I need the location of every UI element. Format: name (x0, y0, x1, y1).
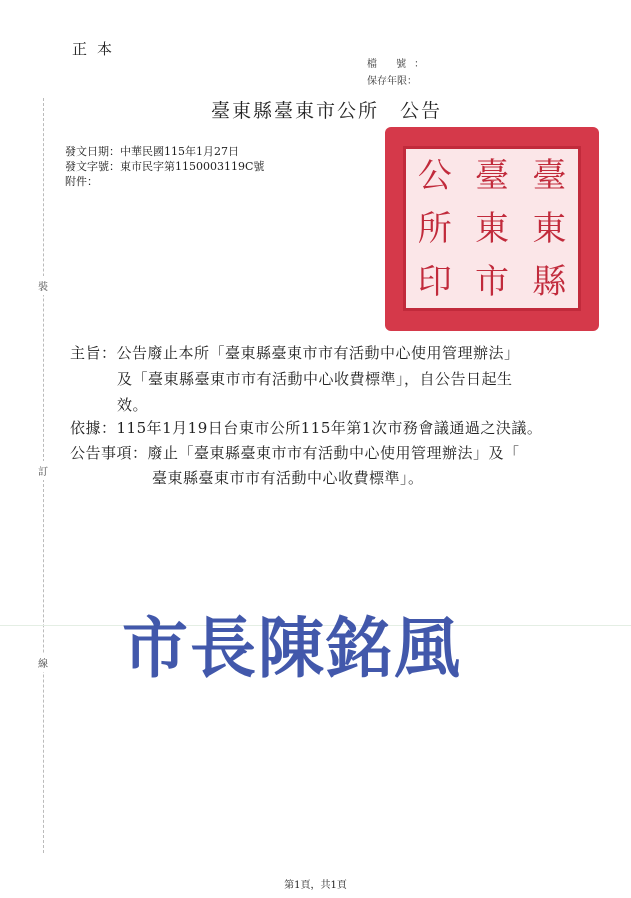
page-footer: 第1頁，共1頁 (284, 880, 347, 891)
seal-char: 臺 (475, 155, 510, 196)
file-number-label: 檔 號： (367, 59, 433, 70)
notice-line-1: 公告事項：廢止「臺東縣臺東市市有活動中心使用管理辦法」及「 (70, 444, 520, 462)
seal-char: 所 (417, 208, 452, 249)
seal-char: 東 (475, 208, 510, 249)
binding-mark-zhuang: 裝 (37, 276, 49, 295)
subject-line-2: 及「臺東縣臺東市市有活動中心收費標準」，自公告日起生 (117, 370, 513, 388)
official-seal (385, 127, 599, 331)
seal-char: 印 (417, 261, 452, 302)
basis-text: 依據：115年1月19日台東市公所115年第1次市務會議通過之決議。 (70, 419, 543, 437)
subject-line-3: 效。 (117, 396, 149, 414)
document-title: 臺東縣臺東市公所 公告 (210, 100, 442, 122)
subject-line-1: 主旨：公告廢止本所「臺東縣臺東市市有活動中心使用管理辦法」 (70, 344, 520, 362)
seal-char: 縣 (532, 261, 567, 302)
seal-char: 東 (532, 208, 567, 249)
issue-date: 發文日期：中華民國115年1月27日 (65, 145, 239, 158)
original-copy-label: 正本 (72, 40, 123, 58)
seal-characters (406, 149, 578, 308)
seal-char: 公 (417, 155, 452, 196)
binding-mark-ding: 訂 (37, 461, 49, 480)
attachment-label: 附件： (65, 175, 98, 188)
retention-period-label: 保存年限： (367, 76, 417, 87)
seal-char: 臺 (532, 155, 567, 196)
binding-mark-xian: 線 (37, 653, 49, 672)
seal-inner-frame (403, 146, 581, 311)
seal-char: 市 (475, 261, 510, 302)
document-number: 發文字號：東市民字第1150003119C號 (65, 160, 265, 173)
mayor-signature-stamp: 市長陳銘風 (122, 609, 462, 687)
notice-line-2: 臺東縣臺東市市有活動中心收費標準」。 (152, 469, 424, 487)
